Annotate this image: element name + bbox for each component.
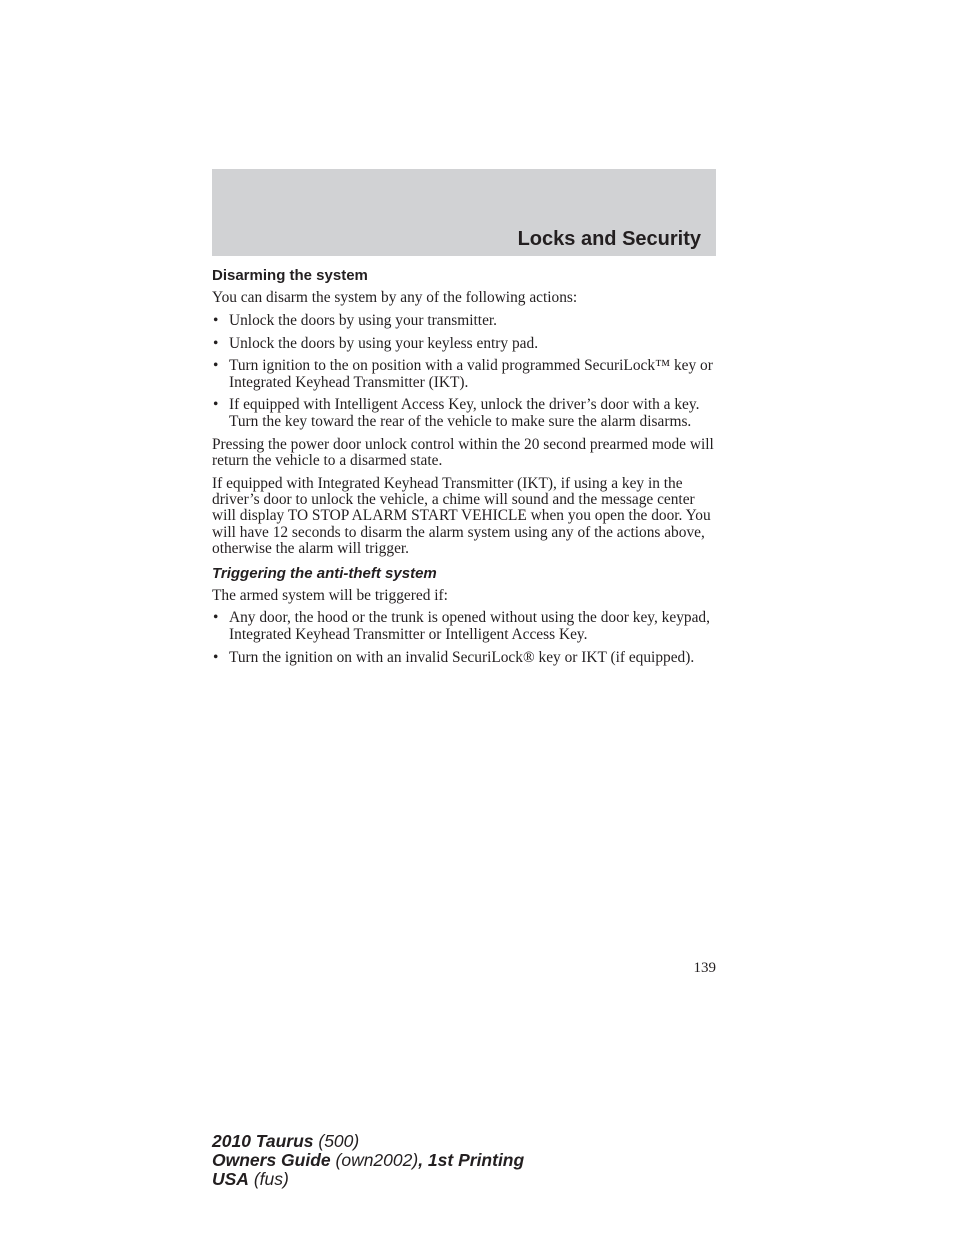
bullet-glyph: • — [213, 311, 219, 329]
footer-guide-code: (own2002) — [330, 1150, 419, 1170]
disarming-paragraph-ikt: If equipped with Integrated Keyhead Transmitter (IKT), if using a key in the driver’s door to unlock the vehicle, a chime will sound and the message center will display TO STOP ALARM START VEHICLE when you open the door. You will have 12 seconds to disarm the alarm system using any of the actions above, otherwise the alarm will trigger. — [212, 474, 711, 557]
page-number: 139 — [693, 960, 716, 976]
list-item-text: Turn the ignition on with an invalid SecuriLock® key or IKT (if equipped). — [229, 648, 695, 666]
heading-disarming: Disarming the system — [212, 267, 368, 284]
bullet-glyph: • — [213, 334, 219, 352]
disarming-list — [212, 313, 718, 430]
list-item-text: Unlock the doors by using your transmitter. — [229, 311, 498, 329]
section-title: Locks and Security — [517, 228, 701, 250]
list-item-text: Turn ignition to the on position with a valid programmed SecuriLock™ key or Integrated Keyhead Transmitter (IKT). — [229, 357, 713, 391]
list-item-text: If equipped with Intelligent Access Key, unlock the driver’s door with a key. Turn the key toward the rear of the vehicle to make sure the alarm disarms. — [229, 396, 700, 430]
triggering-intro: The armed system will be triggered if: — [212, 586, 448, 604]
disarming-paragraph-prearmed: Pressing the power door unlock control within the 20 second prearmed mode will return the vehicle to a disarmed state. — [212, 435, 714, 469]
list-item-text: Unlock the doors by using your keyless entry pad. — [229, 334, 539, 352]
list-item — [212, 313, 718, 329]
list-item — [212, 358, 718, 391]
footer-line-market — [212, 1170, 524, 1189]
list-item — [212, 397, 718, 430]
footer-line-guide — [212, 1151, 524, 1170]
footer-model-code: (500) — [313, 1131, 360, 1151]
list-item-text: Any door, the hood or the trunk is opened without using the door key, keypad, Integrated Keyhead Transmitter or Intelligent Access Key. — [229, 609, 710, 643]
bullet-glyph: • — [213, 648, 219, 666]
publication-footer — [212, 1132, 524, 1189]
triggering-list — [212, 610, 718, 665]
list-item — [212, 336, 718, 352]
bullet-glyph: • — [213, 357, 219, 375]
footer-line-model — [212, 1132, 524, 1151]
footer-market: USA — [212, 1169, 249, 1189]
footer-market-code: (fus) — [248, 1169, 289, 1189]
list-item — [212, 650, 718, 666]
footer-guide: Owners Guide — [212, 1150, 331, 1170]
bullet-glyph: • — [213, 396, 219, 414]
footer-printing: , 1st Printing — [418, 1150, 525, 1170]
page-content — [212, 266, 718, 672]
footer-model: 2010 Taurus — [212, 1131, 314, 1151]
bullet-glyph: • — [213, 609, 219, 627]
section-header-band — [212, 169, 716, 256]
list-item — [212, 610, 718, 643]
heading-triggering: Triggering the anti-theft system — [212, 564, 437, 582]
disarming-intro: You can disarm the system by any of the following actions: — [212, 289, 578, 306]
